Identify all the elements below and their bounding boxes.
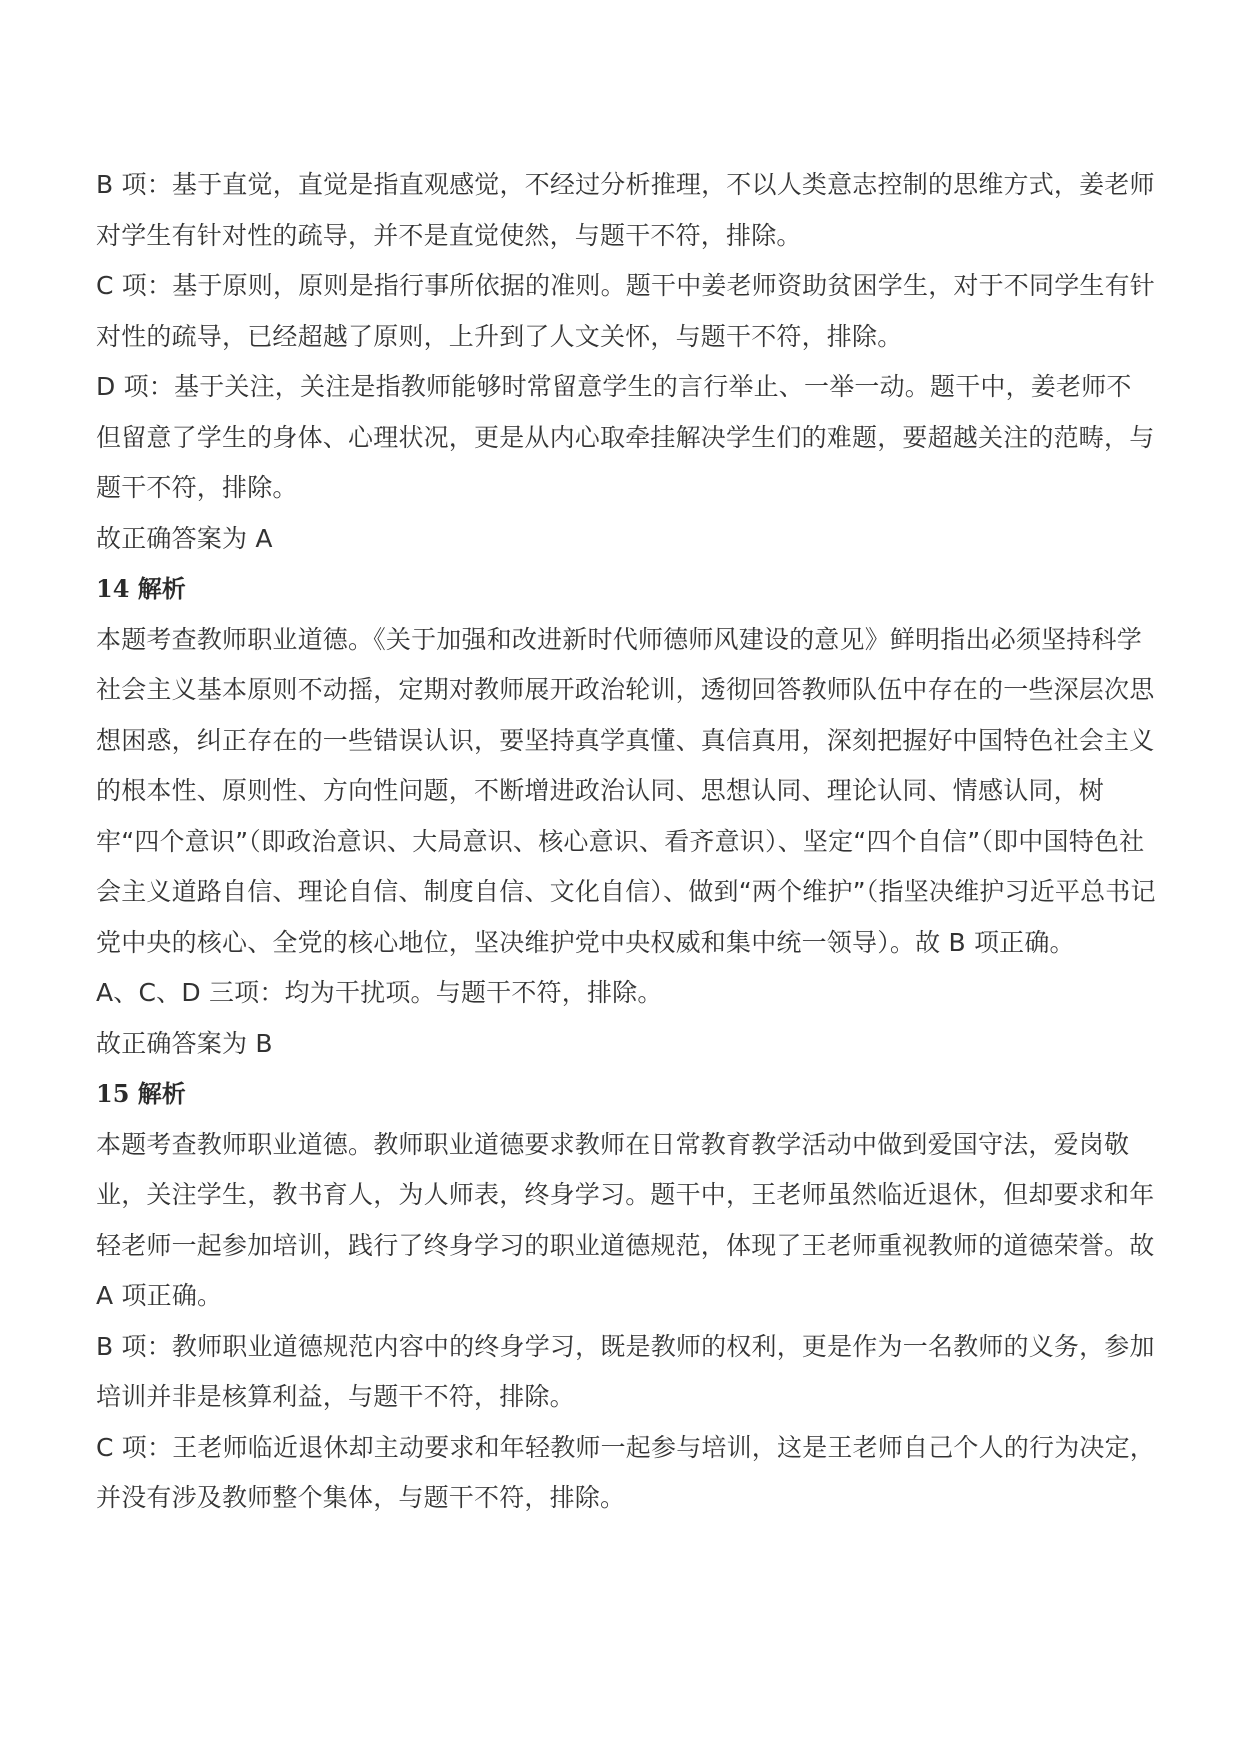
document-page xyxy=(96,160,1156,1524)
analysis-14-body: 本题考查教师职业道德。《关于加强和改进新时代师德师风建设的意见》鲜明指出必须坚持科学社会主义基本原则不动摇，定期对教师展开政治轮训，透彻回答教师队伍中存在的一些深层次思想困惑，纠正存在的一些错误认识，要坚持真学真懂、真信真用，深刻把握好中国特色社会主义的根本性、原则性、方向性问题，不断增进政治认同、思想认同、理论认同、情感认同，树牢“四个意识”（即政治意识、大局意识、核心意识、看齐意识）、坚定“四个自信”（即中国特色社会主义道路自信、理论自信、制度自信、文化自信）、做到“两个维护”（指坚决维护习近平总书记党中央的核心、全党的核心地位，坚决维护党中央权威和集中统一领导）。故 B 项正确。 xyxy=(96,624,1156,957)
analysis-14-distractors: A、C、D 三项：均为干扰项。与题干不符，排除。 xyxy=(96,978,663,1007)
answer-13: 故正确答案为 A xyxy=(96,523,273,553)
analysis-15-option-c: C 项：王老师临近退休却主动要求和年轻教师一起参与培训，这是王老师自己个人的行为决定，并没有涉及教师整个集体，与题干不符，排除。 xyxy=(96,1432,1156,1512)
option-b-analysis: B 项：基于直觉，直觉是指直观感觉，不经过分析推理，不以人类意志控制的思维方式，姜老师对学生有针对性的疏导，并不是直觉使然，与题干不符，排除。 xyxy=(96,170,1155,250)
section-heading-15: 15 解析 xyxy=(96,1079,186,1108)
section-heading-14: 14 解析 xyxy=(96,574,186,603)
analysis-15-body: 本题考查教师职业道德。教师职业道德要求教师在日常教育教学活动中做到爱国守法，爱岗敬业，关注学生，教书育人，为人师表，终身学习。题干中，王老师虽然临近退休，但却要求和年轻老师一起参加培训，践行了终身学习的职业道德规范，体现了王老师重视教师的道德荣誉。故 A 项正确。 xyxy=(96,1129,1155,1310)
option-c-analysis: C 项：基于原则，原则是指行事所依据的准则。题干中姜老师资助贫困学生，对于不同学生有针对性的疏导，已经超越了原则，上升到了人文关怀，与题干不符，排除。 xyxy=(96,271,1156,351)
option-d-analysis: D 项：基于关注，关注是指教师能够时常留意学生的言行举止、一举一动。题干中，姜老师不但留意了学生的身体、心理状况，更是从内心取牵挂解决学生们的难题，要超越关注的范畴，与题干不符，排除。 xyxy=(96,372,1155,502)
analysis-15-option-b: B 项：教师职业道德规范内容中的终身学习，既是教师的权利，更是作为一名教师的义务，参加培训并非是核算利益，与题干不符，排除。 xyxy=(96,1331,1155,1411)
answer-14: 故正确答案为 B xyxy=(96,1028,273,1058)
